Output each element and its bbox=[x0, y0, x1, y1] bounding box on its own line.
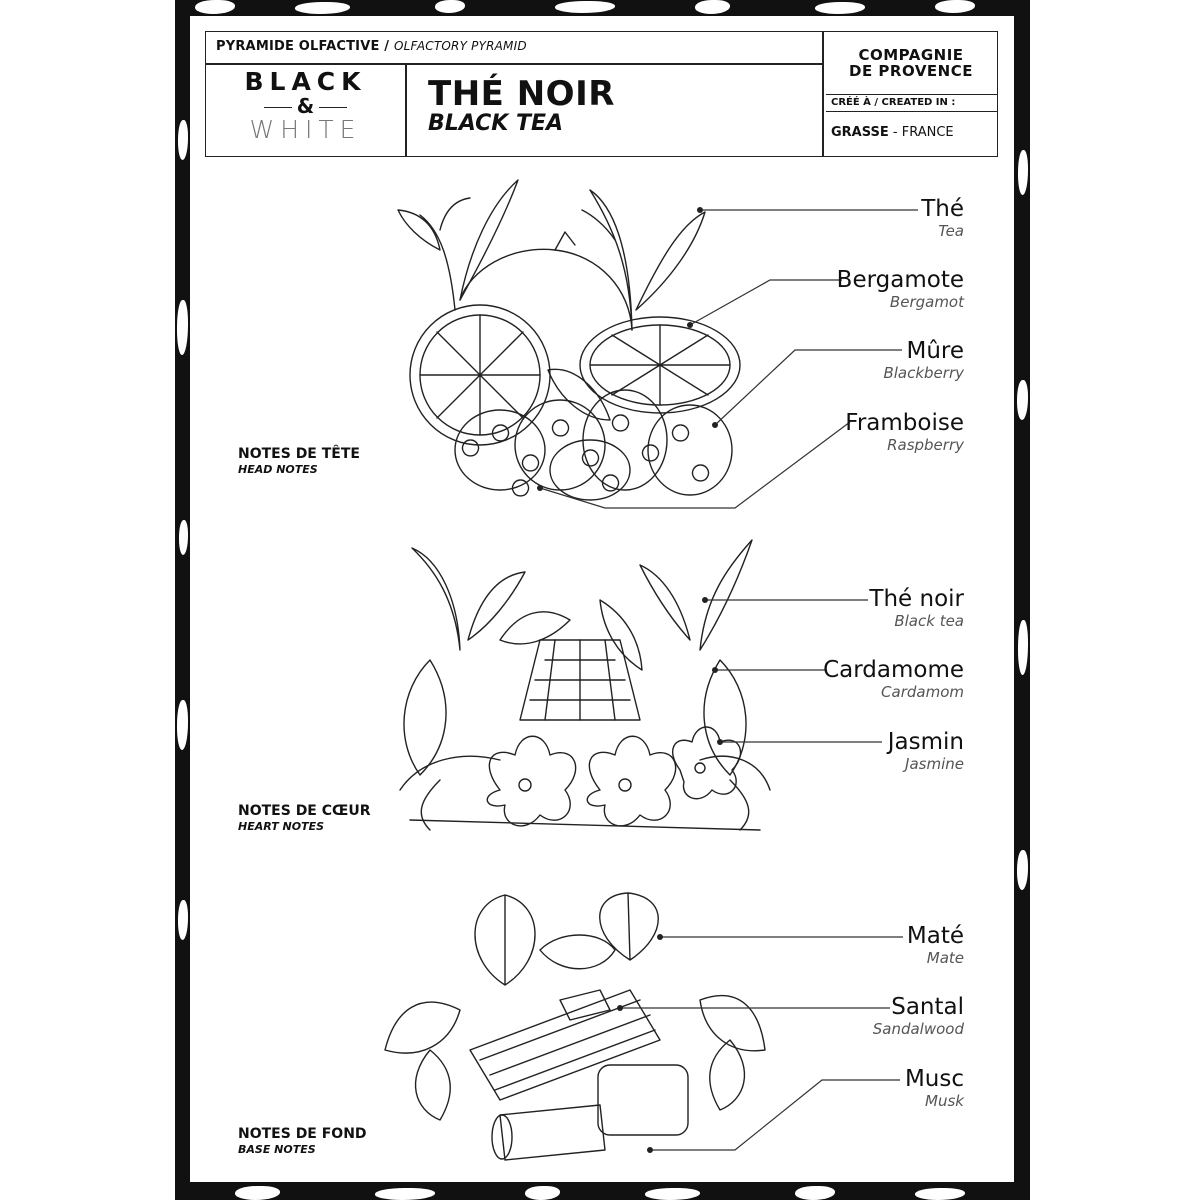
note-sandalwood bbox=[873, 994, 964, 1038]
tier-label-fr: NOTES DE TÊTE bbox=[238, 446, 360, 462]
tier-head-notes bbox=[238, 447, 360, 477]
note-blackberry bbox=[883, 338, 964, 382]
tier-label-en: HEART NOTES bbox=[238, 820, 325, 833]
tier-base-notes bbox=[238, 1127, 367, 1157]
company-line-1: COMPAGNIE bbox=[858, 46, 964, 64]
note-name-fr: Bergamote bbox=[836, 267, 964, 293]
note-bergamot bbox=[837, 267, 964, 311]
origin-separator: - bbox=[888, 125, 902, 140]
brand-line-1: BLACK bbox=[244, 67, 367, 96]
note-name-en: Mate bbox=[926, 949, 964, 967]
tier-label-en: BASE NOTES bbox=[238, 1143, 316, 1156]
note-cardamom bbox=[823, 657, 964, 701]
note-jasmine bbox=[888, 729, 964, 773]
note-name-fr: Santal bbox=[891, 994, 964, 1020]
note-name-en: Bergamot bbox=[889, 293, 964, 311]
note-name-en: Cardamom bbox=[881, 683, 964, 701]
note-name-en: Raspberry bbox=[887, 436, 964, 454]
mate-sandalwood-musk-illustration bbox=[385, 893, 765, 1160]
note-name-fr: Musc bbox=[904, 1066, 964, 1092]
product-title: THÉ NOIR bbox=[428, 74, 615, 114]
tier-label-fr: NOTES DE CŒUR bbox=[238, 803, 371, 819]
note-name-fr: Maté bbox=[906, 923, 964, 949]
pyramid-label-fr: PYRAMIDE OLFACTIVE / bbox=[216, 39, 390, 54]
note-name-en: Blackberry bbox=[883, 364, 964, 382]
note-black-tea bbox=[869, 586, 964, 630]
note-name-en: Tea bbox=[938, 222, 964, 240]
note-musk bbox=[905, 1066, 964, 1110]
tier-heart-notes bbox=[238, 804, 371, 834]
note-name-fr: Jasmin bbox=[887, 729, 964, 755]
tea-jasmine-cardamom-illustration bbox=[400, 540, 770, 830]
brand-ampersand: & bbox=[296, 94, 315, 118]
tier-label-en: HEAD NOTES bbox=[238, 463, 318, 476]
note-name-fr: Cardamome bbox=[823, 657, 964, 683]
note-name-fr: Thé bbox=[921, 196, 964, 222]
note-name-en: Jasmine bbox=[905, 755, 964, 773]
company-line-2: DE PROVENCE bbox=[849, 62, 973, 80]
origin-city: GRASSE bbox=[831, 125, 889, 140]
note-raspberry bbox=[845, 410, 964, 454]
product-subtitle: BLACK TEA bbox=[428, 111, 564, 136]
note-name-fr: Mûre bbox=[906, 338, 964, 364]
note-name-en: Sandalwood bbox=[872, 1020, 964, 1038]
tea-bergamot-berries-illustration bbox=[398, 180, 740, 500]
note-name-fr: Thé noir bbox=[869, 586, 964, 612]
pyramid-label-en: OLFACTORY PYRAMID bbox=[393, 39, 527, 53]
origin-country: FRANCE bbox=[901, 125, 954, 140]
note-name-en: Musk bbox=[925, 1092, 964, 1110]
note-name-fr: Framboise bbox=[845, 410, 964, 436]
note-tea bbox=[921, 196, 964, 240]
tier-label-fr: NOTES DE FOND bbox=[238, 1126, 367, 1142]
note-mate bbox=[907, 923, 964, 967]
brand-line-2: WHITE bbox=[249, 115, 362, 144]
note-name-en: Black tea bbox=[894, 612, 964, 630]
created-in-label: CRÉÉ À / CREATED IN : bbox=[831, 97, 956, 108]
